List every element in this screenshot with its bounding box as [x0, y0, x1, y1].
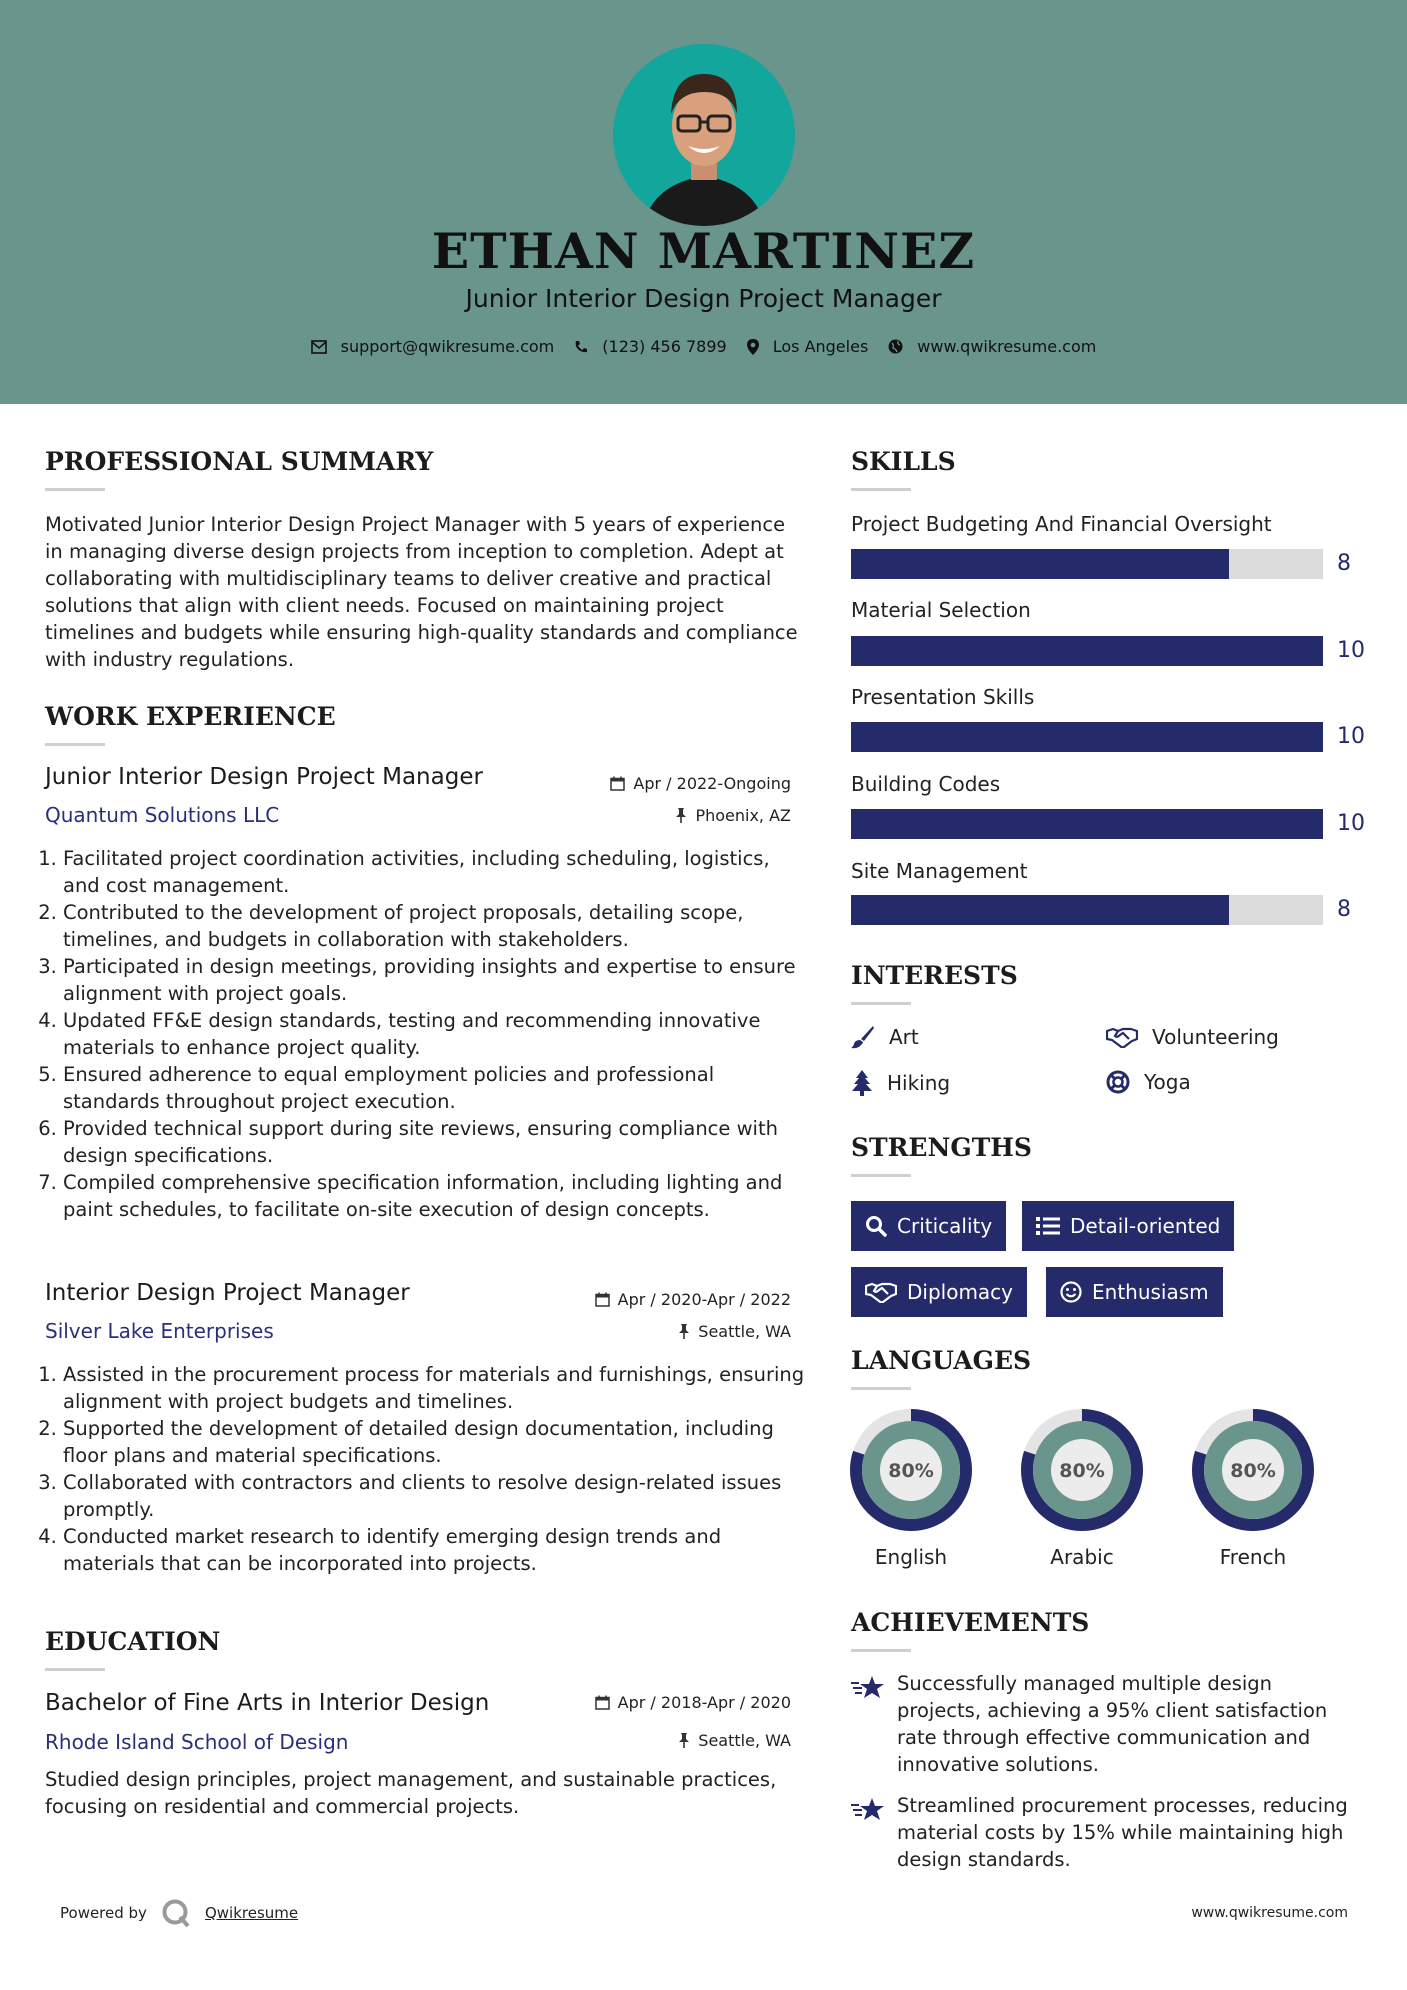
pushpin-icon [675, 808, 687, 823]
education-dates [540, 1693, 791, 1712]
language-name: French [1219, 1545, 1287, 1569]
education-heading: EDUCATION [45, 1627, 221, 1656]
job-dates [540, 1290, 791, 1309]
skill-bar [851, 636, 1323, 666]
job-bullets [45, 845, 805, 1223]
job-location [540, 1322, 791, 1341]
achievement-item [851, 1792, 1361, 1873]
contact-phone[interactable] [574, 337, 726, 356]
education-description: Studied design principles, project management, and sustainable practices, focusing on residential and commercial projects. [45, 1768, 777, 1818]
contact-location [747, 337, 869, 356]
section-divider [851, 1174, 911, 1177]
language-ring-english [849, 1408, 973, 1532]
pushpin-icon [678, 1324, 690, 1339]
skill-bar-fill [851, 809, 1323, 839]
calendar-icon [595, 1292, 610, 1307]
strength-chip-detail-oriented [1022, 1201, 1234, 1251]
skill-bar [851, 722, 1323, 752]
strength-chip-criticality [851, 1201, 1006, 1251]
language-ring-french [1191, 1408, 1315, 1532]
strength-label: Criticality [897, 1214, 993, 1238]
list-item: 1. Facilitated project coordination activities, including scheduling, logistics, and cost management. [63, 845, 805, 899]
skill-label: Site Management [851, 859, 1028, 883]
qwikresume-logo-icon [161, 1898, 191, 1928]
strength-label: Detail-oriented [1070, 1214, 1221, 1238]
skill-label: Material Selection [851, 598, 1031, 622]
achievement-item [851, 1670, 1361, 1778]
skill-bar-fill [851, 636, 1323, 666]
list-item: 7. Compiled comprehensive specification information, including lighting and paint schedules, to facilitate on-site execution of design concepts. [63, 1169, 805, 1223]
education-dates-text: Apr / 2018-Apr / 2020 [617, 1693, 791, 1712]
education-location [540, 1731, 791, 1750]
degree-title: Bachelor of Fine Arts in Interior Design [45, 1690, 490, 1716]
language-name: English [874, 1545, 948, 1569]
interest-yoga [1106, 1070, 1191, 1094]
skill-bar [851, 895, 1323, 925]
section-divider [851, 488, 911, 491]
interest-label: Art [889, 1025, 919, 1049]
map-pin-icon [747, 339, 759, 355]
list-item: 3. Participated in design meetings, providing insights and expertise to ensure alignment with project goals. [63, 953, 805, 1007]
list-item: 2. Supported the development of detailed design documentation, including floor plans and material specifications. [63, 1415, 805, 1469]
achievement-text: Successfully managed multiple design projects, achieving a 95% client satisfaction rate through effective communication and innovative solutions. [897, 1672, 1328, 1776]
skill-label: Building Codes [851, 772, 1001, 796]
section-divider [851, 1002, 911, 1005]
summary-text: Motivated Junior Interior Design Project Manager with 5 years of experience in managing diverse design projects from inception to completion. Adept at collaborating with multidisciplinary teams to deliver creative and practical solutions that align with client needs. Focused on maintaining project timelines and budgets while ensuring high-quality standards and compliance with industry regulations. [45, 513, 798, 671]
job-bullets [45, 1361, 805, 1577]
job-title: Interior Design Project Manager [45, 1280, 410, 1306]
skill-bar-fill [851, 549, 1229, 579]
list-item: 3. Collaborated with contractors and clients to resolve design-related issues promptly. [63, 1469, 805, 1523]
email-text: support@qwikresume.com [340, 337, 555, 356]
header-banner [0, 0, 1407, 404]
list-icon [1036, 1216, 1060, 1236]
candidate-title: Junior Interior Design Project Manager [465, 284, 942, 313]
interest-art [851, 1025, 919, 1049]
strengths-heading: STRENGTHS [851, 1133, 1032, 1162]
languages-heading: LANGUAGES [851, 1346, 1032, 1375]
skill-bar [851, 549, 1323, 579]
paintbrush-icon [851, 1025, 875, 1049]
star-icon [851, 1796, 885, 1822]
location-text: Los Angeles [772, 337, 869, 356]
education-location-text: Seattle, WA [698, 1731, 791, 1750]
experience-heading: WORK EXPERIENCE [45, 702, 336, 731]
handshake-icon [865, 1281, 897, 1303]
strength-label: Enthusiasm [1092, 1280, 1209, 1304]
interest-hiking [851, 1070, 950, 1096]
school-name: Rhode Island School of Design [45, 1730, 349, 1754]
interest-label: Volunteering [1152, 1025, 1279, 1049]
skill-score: 8 [1337, 551, 1351, 576]
star-icon [851, 1674, 885, 1700]
company-name: Silver Lake Enterprises [45, 1319, 274, 1343]
lifebuoy-icon [1106, 1070, 1130, 1094]
website-text: www.qwikresume.com [917, 337, 1097, 356]
footer-powered-by [60, 1898, 298, 1928]
skills-heading: SKILLS [851, 447, 956, 476]
interest-label: Hiking [887, 1071, 951, 1095]
interest-volunteering [1106, 1025, 1279, 1049]
phone-icon [574, 340, 588, 354]
list-item: 1. Assisted in the procurement process for materials and furnishings, ensuring alignment with project budgets and timelines. [63, 1361, 805, 1415]
handshake-icon [1106, 1026, 1138, 1048]
skill-score: 10 [1337, 811, 1365, 836]
section-divider [45, 743, 105, 746]
person-portrait-icon [613, 44, 795, 226]
contact-website[interactable] [888, 337, 1096, 356]
language-percent: 80% [1230, 1460, 1276, 1482]
envelope-icon [311, 340, 327, 354]
contact-email[interactable] [311, 337, 555, 356]
skill-score: 10 [1337, 638, 1365, 663]
skill-label: Presentation Skills [851, 685, 1035, 709]
achievements-heading: ACHIEVEMENTS [851, 1608, 1090, 1637]
language-name: Arabic [1050, 1545, 1114, 1569]
skill-bar [851, 809, 1323, 839]
globe-icon [888, 339, 903, 354]
list-item: 6. Provided technical support during site reviews, ensuring compliance with design specifications. [63, 1115, 805, 1169]
summary-heading: PROFESSIONAL SUMMARY [45, 447, 434, 476]
section-divider [851, 1387, 911, 1390]
skill-score: 10 [1337, 724, 1365, 749]
language-ring-arabic [1020, 1408, 1144, 1532]
list-item: 5. Ensured adherence to equal employment policies and professional standards throughout project execution. [63, 1061, 805, 1115]
skill-score: 8 [1337, 897, 1351, 922]
qwikresume-link[interactable]: Qwikresume [204, 1904, 299, 1922]
pushpin-icon [678, 1733, 690, 1748]
language-percent: 80% [888, 1460, 934, 1482]
interests-heading: INTERESTS [851, 961, 1018, 990]
list-item: 4. Conducted market research to identify emerging design trends and materials that can be incorporated into projects. [63, 1523, 805, 1577]
job-location-text: Seattle, WA [698, 1322, 791, 1341]
calendar-icon [610, 776, 625, 791]
section-divider [45, 1668, 105, 1671]
skill-bar-fill [851, 895, 1229, 925]
skill-bar-fill [851, 722, 1323, 752]
language-percent: 80% [1059, 1460, 1105, 1482]
search-icon [865, 1215, 887, 1237]
footer-website[interactable]: www.qwikresume.com [1191, 1905, 1348, 1921]
job-dates-text: Apr / 2022-Ongoing [633, 774, 791, 793]
list-item: 4. Updated FF&E design standards, testing and recommending innovative materials to enhance project quality. [63, 1007, 805, 1061]
job-dates [540, 774, 791, 793]
company-name: Quantum Solutions LLC [45, 803, 280, 827]
section-divider [45, 488, 105, 491]
skill-label: Project Budgeting And Financial Oversight [851, 512, 1272, 536]
list-item: 2. Contributed to the development of project proposals, detailing scope, timelines, and budgets in collaboration with stakeholders. [63, 899, 805, 953]
powered-by-text: Powered by [60, 1904, 147, 1922]
contact-bar [0, 337, 1407, 356]
job-title: Junior Interior Design Project Manager [45, 764, 483, 790]
avatar [613, 44, 795, 226]
job-location-text: Phoenix, AZ [695, 806, 791, 825]
tree-icon [851, 1070, 873, 1096]
strength-chip-enthusiasm [1046, 1267, 1223, 1317]
strength-chip-diplomacy [851, 1267, 1027, 1317]
section-divider [851, 1649, 911, 1652]
job-location [540, 806, 791, 825]
interest-label: Yoga [1144, 1070, 1191, 1094]
achievement-text: Streamlined procurement processes, reducing material costs by 15% while maintaining high design standards. [897, 1794, 1348, 1871]
calendar-icon [595, 1695, 610, 1710]
strength-label: Diplomacy [907, 1280, 1014, 1304]
job-dates-text: Apr / 2020-Apr / 2022 [617, 1290, 791, 1309]
candidate-name: ETHAN MARTINEZ [431, 222, 976, 280]
smile-icon [1060, 1281, 1082, 1303]
phone-text: (123) 456 7899 [602, 337, 727, 356]
